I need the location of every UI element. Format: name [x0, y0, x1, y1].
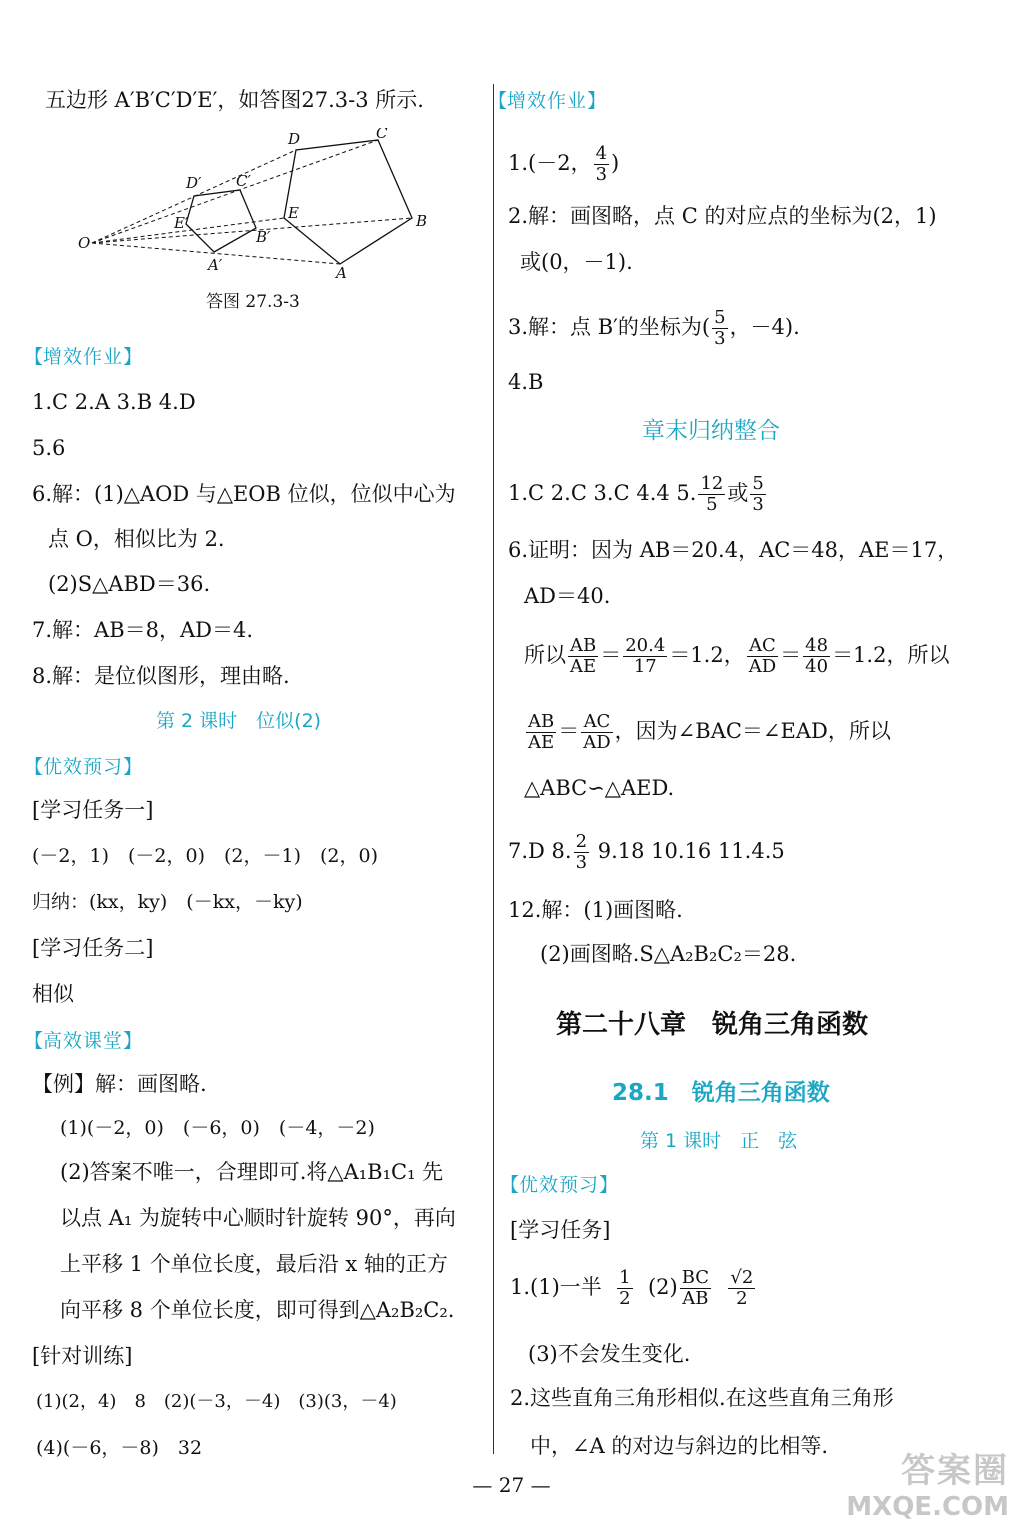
- section-tag-zengxiao-right: 【 增效作业 】: [488, 86, 606, 113]
- watermark-logo: 答案圈 MXQE.COM: [846, 1451, 1009, 1522]
- column-divider: [493, 84, 494, 1454]
- answer-line: (1)(2，4) 8 (2)(－3，－4) (3)(3，－4): [36, 1391, 397, 1412]
- fraction: $\frac{4}{3}$: [595, 143, 608, 185]
- answer-line: AD＝40.: [524, 584, 611, 608]
- answer-line: (1)(－2，0) (－6，0) (－4，－2): [60, 1117, 375, 1139]
- intro-line: 五边形 A′B′C′D′E′，如答图27.3-3 所示.: [45, 88, 424, 112]
- answer-line: 点 O，相似比为 2.: [48, 527, 225, 551]
- answer-line: 2.解：画图略，点 C 的对应点的坐标为(2，1): [508, 204, 937, 228]
- pentagon-ABCDE: [284, 140, 412, 264]
- answer-line: $\frac{AB}{AE}$ ＝ $\frac{AC}{AD}$ ，因为∠BAC＝∠EAD，所以: [528, 711, 891, 753]
- answer-line: 3.解：点 B′的坐标为( $\frac{5}{3}$ ，－4).: [508, 307, 800, 349]
- fraction: $\frac{20.4}{17}$: [625, 635, 666, 677]
- fraction: $\frac{48}{40}$: [805, 635, 829, 677]
- fraction: $\frac{AB}{AE}$: [528, 711, 555, 753]
- answer-line: (－2，1) (－2，0) (2，－1) (2，0): [32, 845, 379, 867]
- answer-line: 或(0，－1).: [520, 250, 633, 274]
- label-A: A: [336, 264, 347, 278]
- answer-line: 以点 A₁ 为旋转中心顺时针旋转 90°，再向: [60, 1206, 456, 1230]
- label-B1: B′: [256, 228, 271, 246]
- answer-line: 1.C 2.A 3.B 4.D: [32, 390, 196, 414]
- fraction: $\frac{√2}{2}$: [730, 1267, 754, 1309]
- figure-caption: 答图 27.3-3: [206, 292, 300, 312]
- section-tag-youxiao: 【 优效预习 】: [24, 752, 142, 779]
- section-title: 28.1 锐角三角函数: [612, 1080, 830, 1106]
- answer-line: 【例】解：画图略.: [32, 1072, 207, 1096]
- label-C1: C′: [236, 172, 251, 190]
- answer-line: 6.解：(1)△AOD 与△EOB 位似，位似中心为: [32, 482, 456, 506]
- answer-line: △ABC∽△AED.: [524, 776, 675, 800]
- answer-line: 7.解：AB＝8，AD＝4.: [32, 618, 254, 642]
- answer-line: 12.解：(1)画图略.: [508, 898, 683, 922]
- lesson-title: 第 2 课时 位似(2): [156, 710, 322, 732]
- answer-line: 相似: [32, 982, 74, 1006]
- projection-lines: [92, 140, 412, 264]
- fraction: $\frac{AC}{AD}$: [748, 635, 777, 677]
- answer-line: (2)画图略.S△A₂B₂C₂＝28.: [540, 942, 797, 966]
- fraction: $\frac{5}{3}$: [752, 473, 764, 515]
- label-O: O: [78, 234, 91, 252]
- answer-line: 上平移 1 个单位长度，最后沿 x 轴的正方: [60, 1252, 448, 1276]
- pentagon-A1B1C1D1E1: [186, 190, 256, 252]
- fraction: $\frac{5}{3}$: [714, 307, 726, 349]
- fraction: $\frac{1}{2}$: [619, 1267, 631, 1309]
- answer-line: 8.解：是位似图形，理由略.: [32, 664, 290, 688]
- label-E: E: [288, 204, 299, 222]
- answer-line: 1.(－2， $\frac{4}{3}$ ): [508, 143, 620, 185]
- label-C: C: [376, 128, 388, 142]
- answer-line: (2)答案不唯一，合理即可.将△A₁B₁C₁ 先: [60, 1160, 444, 1184]
- section-tag-gaoxiao: 【 高效课堂 】: [24, 1026, 142, 1053]
- answer-line: 向平移 8 个单位长度，即可得到△A₂B₂C₂.: [60, 1298, 455, 1322]
- label-B: B: [416, 212, 428, 230]
- section-tag-zengxiao: 【 增效作业 】: [24, 342, 142, 369]
- answer-line: (2)S△ABD＝36.: [48, 572, 211, 596]
- answer-line: 中，∠A 的对边与斜边的比相等.: [530, 1434, 829, 1458]
- label-E1: E′: [174, 214, 189, 232]
- answer-line: 归纳：(kx，ky) (－kx，－ky): [32, 891, 303, 913]
- answer-line: 5.6: [32, 436, 66, 460]
- answer-line: 2.这些直角三角形相似.在这些直角三角形: [510, 1386, 894, 1410]
- answer-line: [学习任务二]: [32, 936, 154, 960]
- fraction: $\frac{12}{5}$: [700, 473, 724, 515]
- answer-line: 6.证明：因为 AB＝20.4，AC＝48，AE＝17，: [508, 538, 959, 562]
- answer-line: 1.(1)一半 $\frac{1}{2}$ (2) $\frac{BC}{AB}$ $\frac{√2}{2}$: [510, 1267, 754, 1309]
- label-A1: A′: [208, 256, 223, 274]
- label-D: D: [288, 130, 301, 148]
- chapter-title: 第二十八章 锐角三角函数: [556, 1010, 869, 1040]
- page-number: — 27 —: [472, 1473, 551, 1497]
- section-tag-youxiao-right: 【 优效预习 】: [500, 1170, 618, 1197]
- label-D1: D′: [186, 174, 202, 192]
- chapter-summary-title: 章末归纳整合: [642, 418, 780, 444]
- lesson-title-right: 第 1 课时 正 弦: [640, 1130, 798, 1152]
- fraction: $\frac{2}{3}$: [575, 831, 588, 873]
- answer-line: (3)不会发生变化.: [528, 1342, 691, 1366]
- answer-line: (4)(－6，－8) 32: [36, 1437, 203, 1459]
- similar-pentagon-figure: [78, 128, 438, 278]
- answer-line: 1.C 2.C 3.C 4.4 5. $\frac{12}{5}$ 或 $\frac{5}{3}$: [508, 473, 764, 515]
- answer-line: [针对训练]: [32, 1344, 133, 1368]
- answer-line: 7.D 8. $\frac{2}{3}$ 9.18 10.16 11.4.5: [508, 831, 785, 873]
- answer-line: 所以 $\frac{AB}{AE}$ ＝ $\frac{20.4}{17}$ ＝1.2， $\frac{AC}{AD}$ ＝ $\frac{48}{40}$ ＝1.2，所以: [524, 635, 950, 677]
- fraction: $\frac{AB}{AE}$: [570, 635, 597, 677]
- fraction: $\frac{AC}{AD}$: [583, 711, 611, 753]
- answer-line: 4.B: [508, 370, 544, 394]
- answer-line: [学习任务一]: [32, 798, 154, 822]
- fraction: $\frac{BC}{AB}$: [681, 1267, 710, 1309]
- answer-line: [学习任务]: [510, 1218, 611, 1242]
